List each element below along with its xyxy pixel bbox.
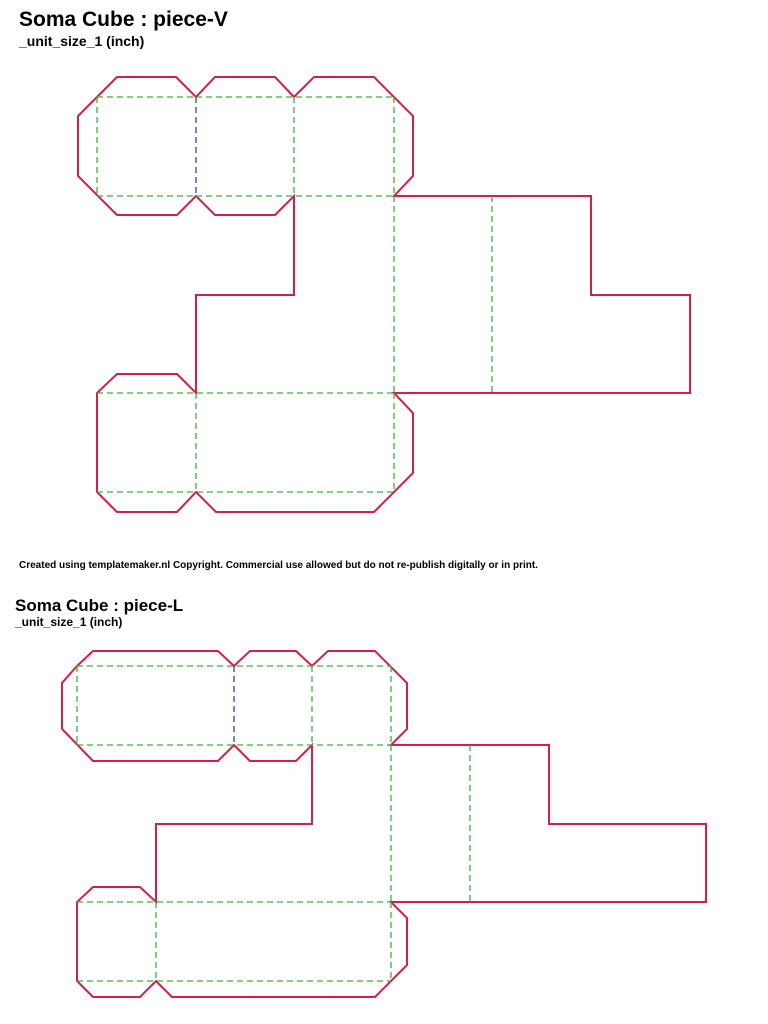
- piece-v-unit-size: _unit_size_1 (inch): [19, 33, 145, 49]
- piece-l-title: Soma Cube : piece-L: [15, 596, 184, 615]
- piece-v-title: Soma Cube : piece-V: [19, 8, 228, 31]
- piece-l-cut-outline: [62, 651, 706, 997]
- copyright-notice: Created using templatemaker.nl Copyright. Commercial use allowed but do not re-publish digitally or in print.: [19, 560, 538, 571]
- piece-l-unit-size: _unit_size_1 (inch): [15, 615, 123, 629]
